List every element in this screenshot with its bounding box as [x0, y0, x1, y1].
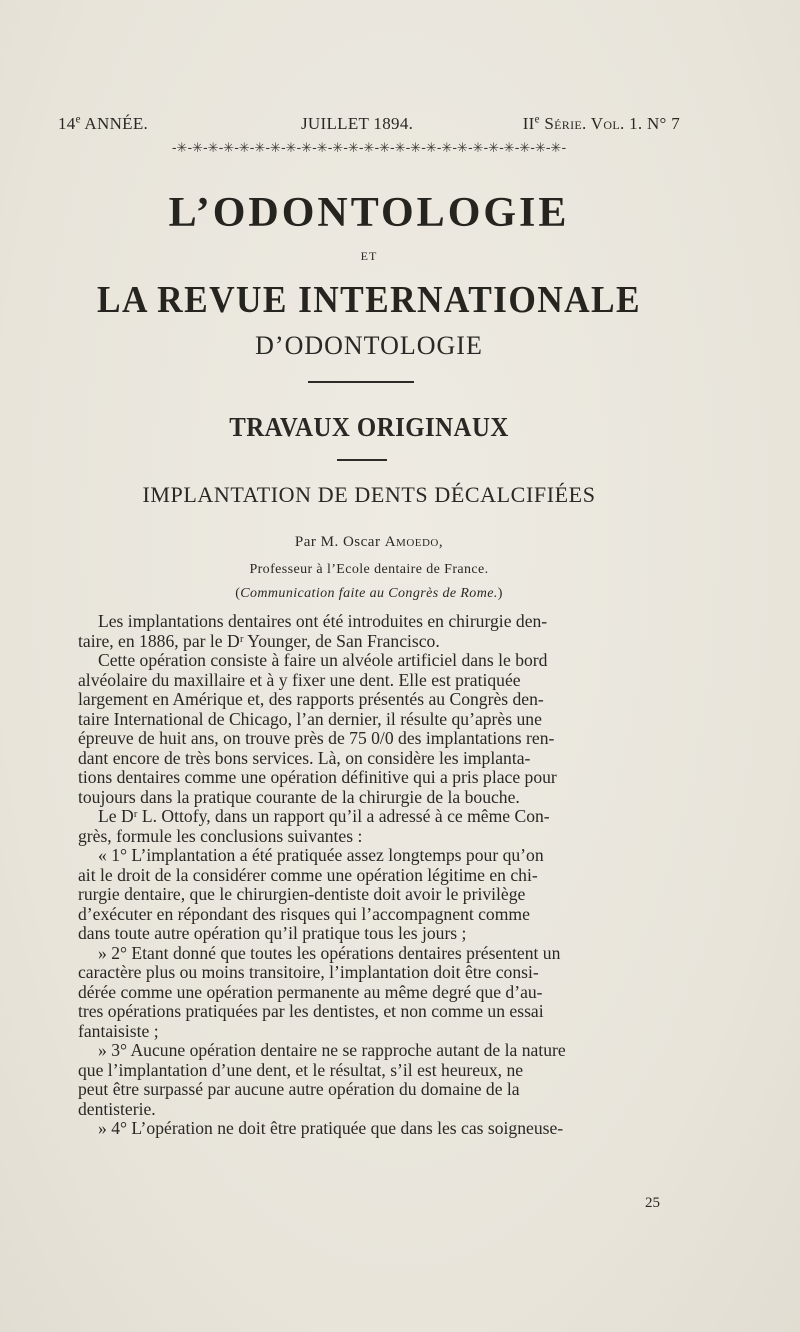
- note-paren-open: (: [235, 586, 241, 601]
- body-line: « 1° L’implantation a été pratiquée assez longtemps pour qu’on: [98, 845, 544, 865]
- body-line: dentisterie.: [78, 1098, 156, 1119]
- body-line: fantaisiste ;: [78, 1020, 159, 1041]
- page-number: 25: [645, 1195, 660, 1211]
- body-line: tres opérations pratiquées par les dentistes, et non comme un essai: [78, 1001, 544, 1021]
- body-line: taire International de Chicago, l’an dernier, il résulte qu’après une: [78, 708, 542, 729]
- journal-title: L’ODONTOLOGIE: [168, 190, 570, 236]
- body-line: grès, formule les conclusions suivantes :: [78, 825, 363, 846]
- body-line: » 2° Etant donné que toutes les opérations dentaires présentent un: [98, 942, 561, 963]
- body-line: » 3° Aucune opération dentaire ne se rapproche autant de la nature: [98, 1040, 566, 1060]
- article-note: [58, 584, 680, 604]
- header-year-number: 14: [58, 114, 76, 133]
- body-line: alvéolaire du maxillaire et à y fixer une dent. Elle est pratiquée: [78, 669, 521, 690]
- body-line: dérée comme une opération permanente au même degré que d’au-: [78, 981, 543, 1002]
- divider-rule-short: [337, 459, 387, 461]
- body-line: dant encore de très bons services. Là, on considère les implanta-: [78, 747, 531, 768]
- note-text: Communication faite au Congrès de Rome.: [240, 586, 498, 601]
- body-line: rurgie dentaire, que le chirurgien-dentiste doit avoir le privilège: [78, 884, 526, 904]
- body-line: ait le droit de la considérer comme une opération légitime en chi-: [78, 864, 538, 885]
- body-line: d’exécuter en répondant des risques qui l’accompagnent comme: [78, 903, 530, 924]
- journal-title-et: ET: [360, 249, 378, 263]
- divider-rule: [308, 381, 414, 383]
- body-line: taire, en 1886, par le Dʳ Younger, de San Francisco.: [78, 630, 440, 651]
- journal-subtitle-2: D’ODONTOLOGIE: [255, 331, 483, 360]
- author-name: Amoedo,: [384, 534, 444, 550]
- body-lines: [78, 612, 670, 1139]
- article-author: [58, 532, 680, 552]
- body-line: peut être surpassé par aucune autre opération du domaine de la: [78, 1079, 520, 1099]
- article-title: IMPLANTATION DE DENTS DÉCALCIFIÉES: [142, 482, 596, 507]
- header-year: [58, 114, 148, 134]
- body-line: toujours dans la pratique courante de la chirurgie de la bouche.: [78, 786, 520, 807]
- running-header: [58, 114, 680, 136]
- section-title: TRAVAUX ORIGINAUX: [229, 412, 509, 442]
- header-date: JUILLET 1894.: [301, 114, 414, 133]
- header-year-sup: e: [75, 113, 81, 126]
- body-line: dans toute autre opération qu’il pratique tous les jours ;: [78, 923, 467, 943]
- body-line: épreuve de huit ans, on trouve près de 75 0/0 des implantations ren-: [78, 728, 555, 748]
- decorative-rule: -✳-✳-✳-✳-✳-✳-✳-✳-✳-✳-✳-✳-✳-✳-✳-✳-✳-✳-✳-✳-✳-✳-✳-✳-✳-: [171, 141, 567, 156]
- body-line: que l’implantation d’une dent, et le résultat, s’il est heureux, ne: [78, 1059, 524, 1080]
- body-line: tions dentaires comme une opération définitive qui a pris place pour: [78, 767, 557, 787]
- journal-subtitle: LA REVUE INTERNATIONALE: [97, 279, 641, 321]
- header-series-number: II: [522, 114, 535, 133]
- body-line: Le Dʳ L. Ottofy, dans un rapport qu’il a adressé à ce même Con-: [98, 806, 550, 826]
- header-series-text: Série. Vol. 1. N° 7: [539, 114, 680, 133]
- body-line: Cette opération consiste à faire un alvéole artificiel dans le bord: [98, 650, 548, 670]
- header-series-sup: e: [534, 113, 540, 126]
- note-paren-close: ): [497, 586, 503, 601]
- body-line: » 4° L’opération ne doit être pratiquée que dans les cas soigneuse-: [98, 1118, 564, 1138]
- body-line: largement en Amérique et, des rapports présentés au Congrès den-: [78, 689, 544, 709]
- article-body: [78, 612, 670, 1139]
- header-series: [523, 114, 680, 134]
- body-line: Les implantations dentaires ont été introduites en chirurgie den-: [98, 611, 548, 631]
- body-line: caractère plus ou moins transitoire, l’implantation doit être consi-: [78, 962, 539, 982]
- author-affiliation: Professeur à l’Ecole dentaire de France.: [249, 562, 489, 577]
- header-year-text: ANNÉE.: [80, 114, 149, 133]
- author-prefix: Par M. Oscar: [294, 534, 385, 550]
